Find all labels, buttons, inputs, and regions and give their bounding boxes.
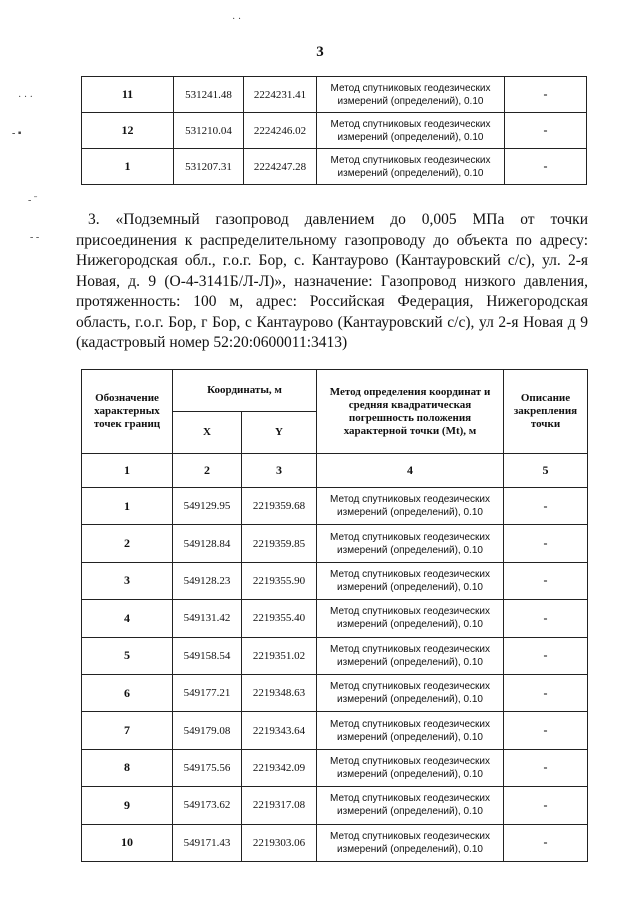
object-description-paragraph: 3. «Подземный газопровод давлением до 0,005 МПа от точки присоединения к распределительному газопроводу до объекта по адресу: Нижегородская обл., г.о.г. Бор, с. Кантаурово (Кантауровский с/с), ул. 2-я Новая, д. 9 (О-4-3141Б/Л-Л)», назначение: Газопровод низкого давления, протяженность: 100 м, адрес: Российская Федерация, Нижегородская область, г.о.г. Бор, г Бор, с Кантаурово (Кантауровский с/с), ул 2-я Новая д 9 (кадастровый номер 52:20:0600011:3413) — [76, 211, 588, 351]
table2-body — [82, 488, 588, 862]
description-cell: - — [504, 600, 588, 637]
point-cell: 5 — [82, 637, 173, 674]
y-coordinate-cell: 2219343.64 — [242, 712, 317, 749]
y-coordinate-cell: 2219317.08 — [242, 787, 317, 824]
table-row — [82, 600, 588, 637]
description-cell: - — [505, 113, 587, 149]
y-coordinate-cell: 2219355.40 — [242, 600, 317, 637]
x-coordinate-cell: 531207.31 — [174, 149, 244, 185]
table-row — [82, 149, 587, 185]
method-cell: Метод спутниковых геодезических измерений (определений), 0.10 — [317, 562, 504, 599]
point-cell: 10 — [82, 824, 173, 861]
scan-speck: - ˉ — [28, 195, 38, 206]
header-point: Обозначение характерных точек границ — [82, 370, 173, 454]
x-coordinate-cell: 549129.95 — [173, 488, 242, 525]
y-coordinate-cell: 2219342.09 — [242, 749, 317, 786]
scan-speck: - ▪ — [12, 128, 22, 139]
description-cell: - — [504, 674, 588, 711]
x-coordinate-cell: 549128.84 — [173, 525, 242, 562]
table-row — [82, 787, 588, 824]
table-row — [82, 749, 588, 786]
method-cell: Метод спутниковых геодезических измерений (определений), 0.10 — [317, 824, 504, 861]
header-method: Метод определения координат и средняя квадратическая погрешность положения характерной точки (Mt), м — [317, 370, 504, 454]
method-cell: Метод спутниковых геодезических измерений (определений), 0.10 — [317, 113, 505, 149]
description-cell: - — [504, 824, 588, 861]
table-row — [82, 77, 587, 113]
column-number: 3 — [242, 454, 317, 488]
point-cell: 1 — [82, 488, 173, 525]
x-coordinate-cell: 549177.21 — [173, 674, 242, 711]
page-number: 3 — [316, 44, 324, 60]
table-row — [82, 562, 588, 599]
table-row — [82, 674, 588, 711]
header-coordinates: Координаты, м — [173, 370, 317, 412]
column-number: 1 — [82, 454, 173, 488]
method-cell: Метод спутниковых геодезических измерений (определений), 0.10 — [317, 712, 504, 749]
description-cell: - — [504, 749, 588, 786]
point-cell: 8 — [82, 749, 173, 786]
y-coordinate-cell: 2219359.68 — [242, 488, 317, 525]
scan-speck: - - — [30, 232, 40, 243]
point-cell: 11 — [82, 77, 174, 113]
x-coordinate-cell: 549158.54 — [173, 637, 242, 674]
description-cell: - — [504, 787, 588, 824]
method-cell: Метод спутниковых геодезических измерений (определений), 0.10 — [317, 77, 505, 113]
column-number: 2 — [173, 454, 242, 488]
table-row — [82, 488, 588, 525]
header-x: X — [173, 412, 242, 454]
point-cell: 2 — [82, 525, 173, 562]
description-cell: - — [504, 712, 588, 749]
y-coordinate-cell: 2224246.02 — [244, 113, 317, 149]
point-cell: 6 — [82, 674, 173, 711]
description-cell: - — [505, 77, 587, 113]
method-cell: Метод спутниковых геодезических измерений (определений), 0.10 — [317, 149, 505, 185]
point-cell: 7 — [82, 712, 173, 749]
point-cell: 3 — [82, 562, 173, 599]
method-cell: Метод спутниковых геодезических измерений (определений), 0.10 — [317, 787, 504, 824]
method-cell: Метод спутниковых геодезических измерений (определений), 0.10 — [317, 600, 504, 637]
scan-speck: · · · — [18, 92, 33, 103]
x-coordinate-cell: 549171.43 — [173, 824, 242, 861]
y-coordinate-cell: 2224247.28 — [244, 149, 317, 185]
scan-speck: · · — [232, 14, 242, 25]
method-cell: Метод спутниковых геодезических измерений (определений), 0.10 — [317, 637, 504, 674]
column-number: 5 — [504, 454, 588, 488]
header-description: Описание закрепления точки — [504, 370, 588, 454]
y-coordinate-cell: 2224231.41 — [244, 77, 317, 113]
x-coordinate-cell: 531241.48 — [174, 77, 244, 113]
table-row — [82, 113, 587, 149]
method-cell: Метод спутниковых геодезических измерений (определений), 0.10 — [317, 749, 504, 786]
x-coordinate-cell: 549173.62 — [173, 787, 242, 824]
coordinates-table — [81, 369, 588, 862]
x-coordinate-cell: 549175.56 — [173, 749, 242, 786]
point-cell: 4 — [82, 600, 173, 637]
description-cell: - — [505, 149, 587, 185]
table-row — [82, 824, 588, 861]
table-row — [82, 637, 588, 674]
table2-header — [82, 370, 588, 488]
header-y: Y — [242, 412, 317, 454]
y-coordinate-cell: 2219303.06 — [242, 824, 317, 861]
x-coordinate-cell: 549131.42 — [173, 600, 242, 637]
description-cell: - — [504, 637, 588, 674]
description-cell: - — [504, 525, 588, 562]
point-cell: 12 — [82, 113, 174, 149]
column-number: 4 — [317, 454, 504, 488]
x-coordinate-cell: 549128.23 — [173, 562, 242, 599]
y-coordinate-cell: 2219355.90 — [242, 562, 317, 599]
coordinates-table-continued — [81, 76, 587, 185]
y-coordinate-cell: 2219351.02 — [242, 637, 317, 674]
y-coordinate-cell: 2219359.85 — [242, 525, 317, 562]
method-cell: Метод спутниковых геодезических измерений (определений), 0.10 — [317, 488, 504, 525]
point-cell: 9 — [82, 787, 173, 824]
point-cell: 1 — [82, 149, 174, 185]
table-row — [82, 712, 588, 749]
method-cell: Метод спутниковых геодезических измерений (определений), 0.10 — [317, 674, 504, 711]
y-coordinate-cell: 2219348.63 — [242, 674, 317, 711]
x-coordinate-cell: 549179.08 — [173, 712, 242, 749]
table-row — [82, 525, 588, 562]
table1-body — [82, 77, 587, 185]
description-cell: - — [504, 562, 588, 599]
description-cell: - — [504, 488, 588, 525]
x-coordinate-cell: 531210.04 — [174, 113, 244, 149]
method-cell: Метод спутниковых геодезических измерений (определений), 0.10 — [317, 525, 504, 562]
